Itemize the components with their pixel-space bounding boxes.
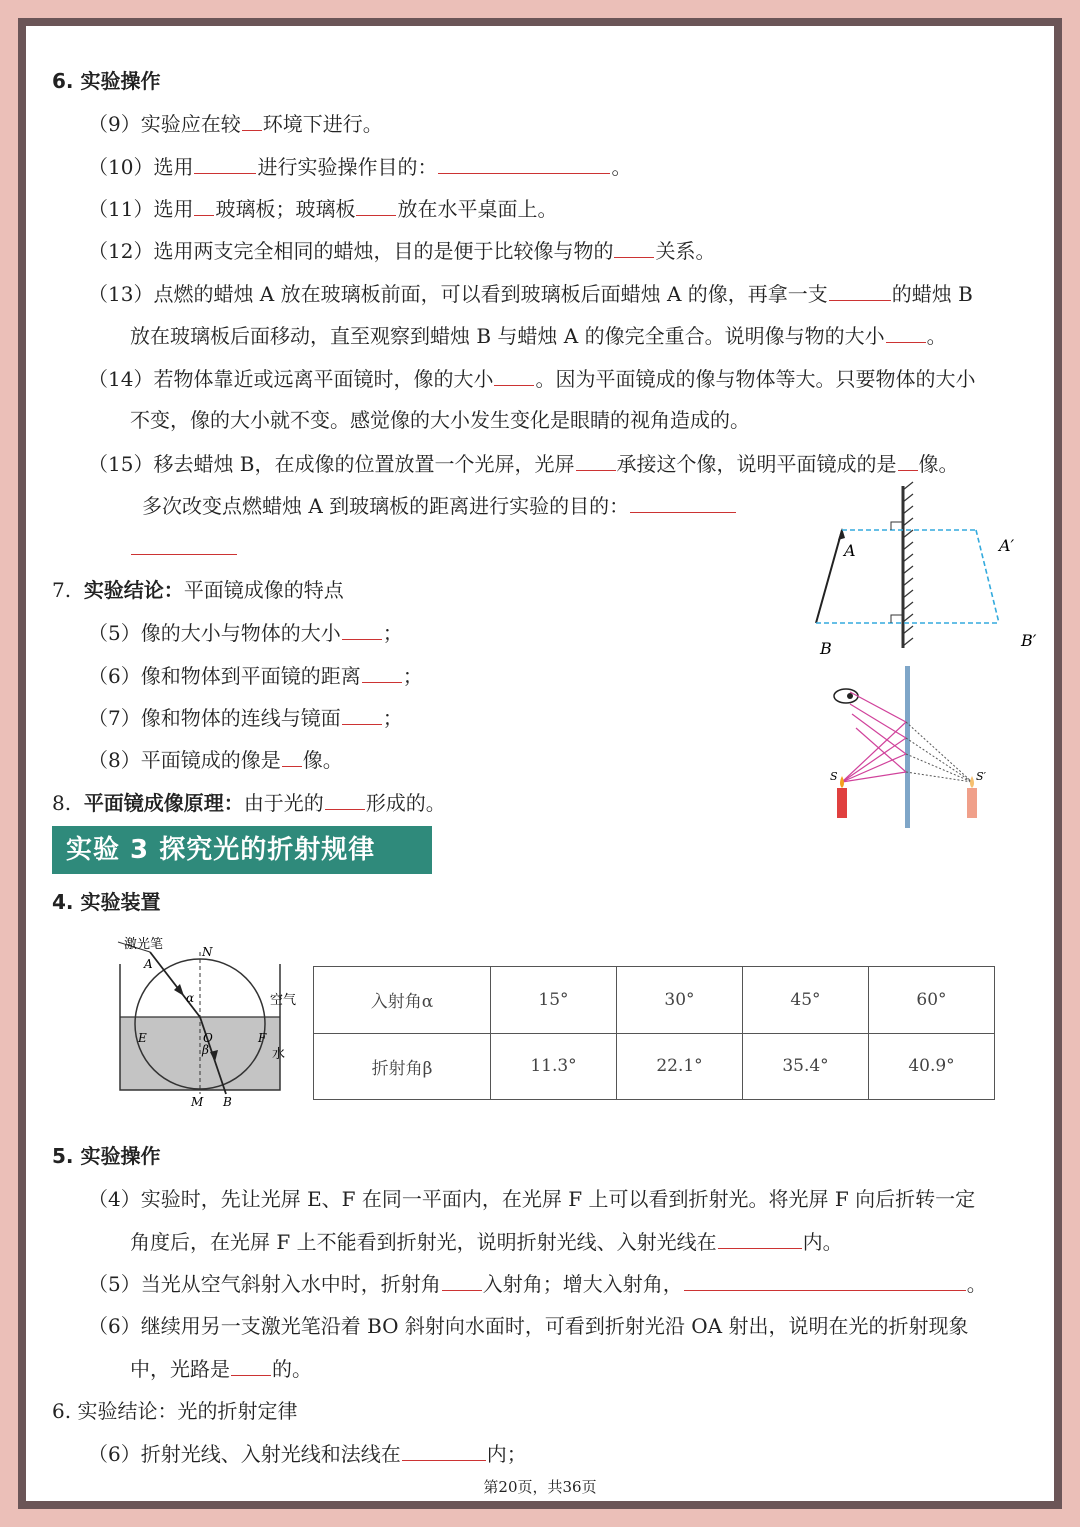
section-4-heading: 4. 实验装置: [52, 890, 161, 914]
question-15: （15）移去蜡烛 B，在成像的位置放置一个光屏，光屏 承接这个像，说明平面镜成的是 像。: [88, 452, 959, 476]
question-11: （11）选用 玻璃板；玻璃板 放在水平桌面上。: [88, 197, 558, 221]
candle-mirror-diagram: [826, 662, 996, 832]
question-12: （12）选用两支完全相同的蜡烛，目的是便于比较像与物的 关系。: [88, 239, 716, 263]
section-6-heading: 6. 实验操作: [52, 69, 161, 93]
label-F: F: [258, 1031, 267, 1045]
label-air: 空气: [270, 993, 297, 1008]
label-A2: A′: [999, 536, 1015, 555]
question-13: （13）点燃的蜡烛 A 放在玻璃板前面，可以看到玻璃板后面蜡烛 A 的像，再拿一支 的蜡烛 B: [88, 282, 973, 306]
operation-4: （4）实验时，先让光屏 E、F 在同一平面内，在光屏 F 上可以看到折射光。将光屏 F 向后折转一定: [88, 1187, 976, 1211]
document-page: [26, 26, 1054, 1501]
label-N: N: [202, 945, 213, 959]
section-3-title: 实验 3 探究光的折射规律: [52, 826, 432, 874]
question-14-cont: 不变，像的大小就不变。感觉像的大小发生变化是眼睛的视角造成的。: [130, 408, 750, 432]
label-B: B: [223, 1095, 232, 1109]
operation-6-cont: 中，光路是 的。: [130, 1357, 312, 1381]
conclusion-6: （6）像和物体到平面镜的距离 ；: [88, 664, 423, 688]
mirror-ray-diagram: [786, 478, 1037, 658]
section-6-conclusion-heading: 6. 实验结论：光的折射定律: [52, 1399, 298, 1423]
candle-image: [967, 788, 977, 818]
table-cell: 40.9°: [869, 1033, 995, 1100]
label-O: O: [203, 1031, 213, 1045]
table-row: [314, 967, 995, 1034]
label-S2: S′: [976, 770, 987, 783]
table-cell: 45°: [743, 967, 869, 1034]
glass-plate: [905, 666, 910, 828]
image-A2B2: [976, 530, 999, 623]
table-cell: 15°: [491, 967, 617, 1034]
question-9: （9）实验应在较 环境下进行。: [88, 112, 383, 136]
label-S: S: [830, 770, 838, 783]
table-row: [314, 1033, 995, 1100]
table-cell: 30°: [617, 967, 743, 1034]
candle-image-flame: [970, 776, 974, 788]
table-cell: 11.3°: [491, 1033, 617, 1100]
label-laser: 激光笔: [124, 937, 164, 952]
incident-ray-AO: [150, 952, 200, 1017]
candle-flame: [840, 776, 844, 788]
label-beta: β: [202, 1043, 209, 1057]
label-A: A: [144, 957, 153, 971]
virtual-rays: [906, 722, 972, 782]
label-alpha: α: [186, 991, 195, 1005]
right-angle-bottom: [891, 615, 903, 623]
question-13-cont: 放在玻璃板后面移动，直至观察到蜡烛 B 与蜡烛 A 的像完全重合。说明像与物的大小 。: [130, 324, 947, 348]
table-header-cell: 折射角β: [314, 1033, 491, 1100]
law-6: （6）折射光线、入射光线和法线在 内；: [88, 1442, 527, 1466]
question-15-purpose-blank: [130, 534, 238, 561]
page-frame: [18, 18, 1062, 1509]
question-15-purpose: 多次改变点燃蜡烛 A 到玻璃板的距离进行实验的目的：: [142, 492, 737, 519]
operation-5: （5）当光从空气斜射入水中时，折射角 入射角；增大入射角， 。: [88, 1272, 987, 1296]
label-M: M: [191, 1095, 204, 1109]
conclusion-7: （7）像和物体的连线与镜面 ；: [88, 706, 403, 730]
table-header-cell: 入射角α: [314, 967, 491, 1034]
right-angle-top: [891, 522, 903, 530]
table-cell: 22.1°: [617, 1033, 743, 1100]
conclusion-5: （5）像的大小与物体的大小 ；: [88, 621, 403, 645]
label-E: E: [138, 1031, 147, 1045]
conclusion-8: （8）平面镜成的像是 像。: [88, 748, 343, 772]
table-cell: 35.4°: [743, 1033, 869, 1100]
label-B: B: [820, 639, 832, 658]
light-rays: [842, 692, 906, 782]
operation-6: （6）继续用另一支激光笔沿着 BO 斜射向水面时，可看到折射光沿 OA 射出，说明在光的折射现象: [88, 1314, 969, 1338]
label-B2: B′: [1021, 631, 1037, 650]
eye-icon: [834, 689, 858, 703]
page-footer: 第20页，共36页: [483, 1478, 597, 1496]
section-5-heading: 5. 实验操作: [52, 1144, 161, 1168]
object-arrow-AB: [816, 530, 842, 623]
refraction-apparatus: [98, 934, 298, 1109]
section-7-heading: 7. 实验结论：平面镜成像的特点: [52, 578, 344, 602]
refraction-data-table: [313, 966, 995, 1100]
table-cell: 60°: [869, 967, 995, 1034]
label-A: A: [844, 541, 856, 560]
section-8-heading: 8. 平面镜成像原理：由于光的 形成的。: [52, 791, 446, 815]
question-14: （14）若物体靠近或远离平面镜时，像的大小 。因为平面镜成的像与物体等大。只要物体的大小: [88, 367, 976, 391]
candle-lit: [837, 788, 847, 818]
label-water: 水: [272, 1047, 286, 1062]
operation-4-cont: 角度后，在光屏 F 上不能看到折射光，说明折射光线、入射光线在 内。: [130, 1230, 843, 1254]
question-10: （10）选用 进行实验操作目的： 。: [88, 155, 632, 179]
